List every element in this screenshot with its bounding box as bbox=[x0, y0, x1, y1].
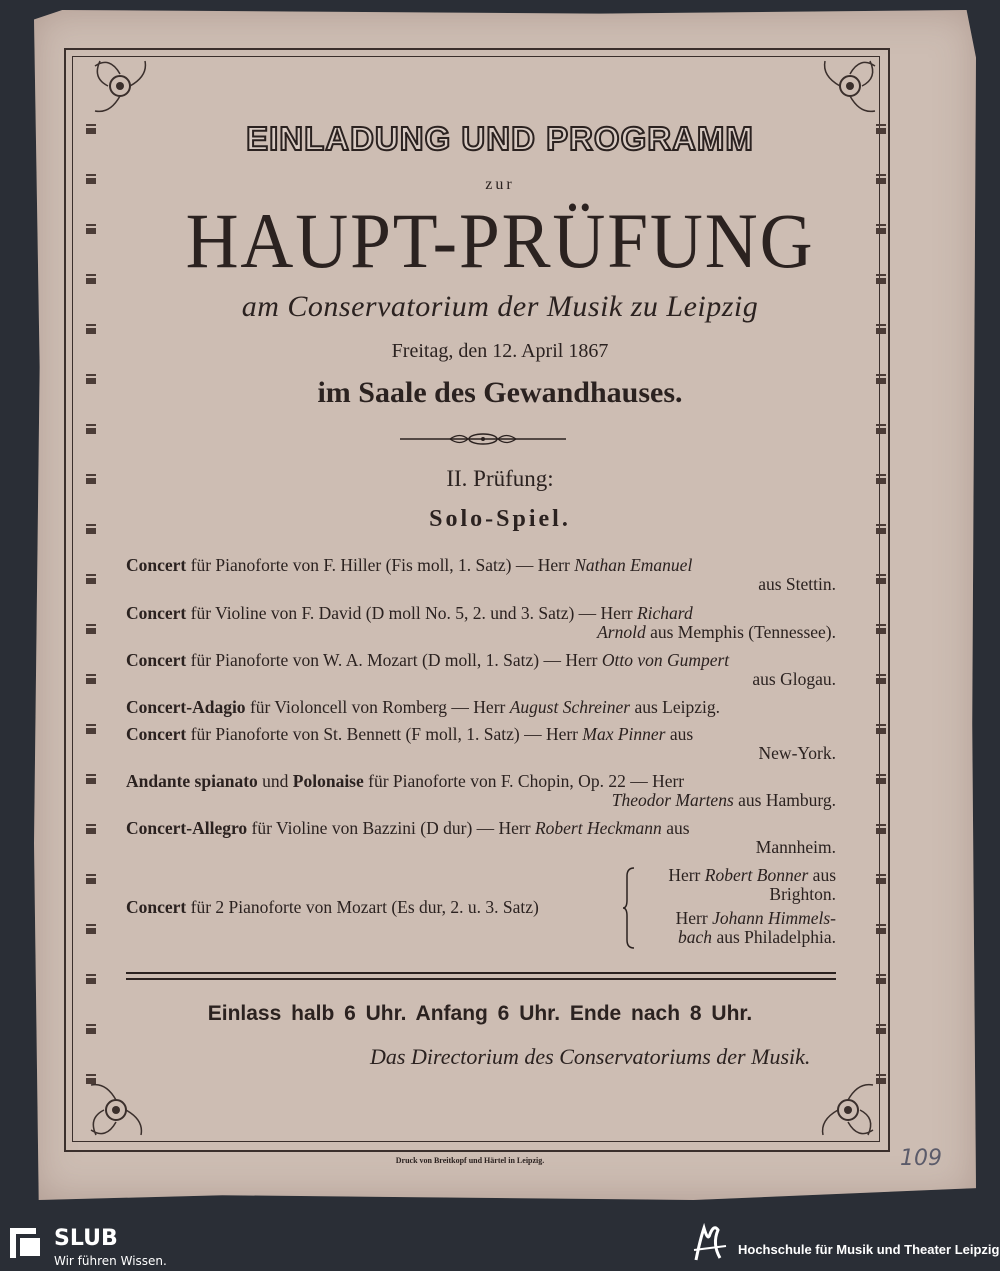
program-work: Concert bbox=[126, 897, 187, 917]
program-work: Concert-Allegro bbox=[126, 818, 248, 838]
program-details: für Pianoforte von F. Hiller (Fis moll, 1. Satz) — Herr bbox=[190, 555, 570, 575]
program-item bbox=[126, 604, 836, 642]
footer-bar bbox=[0, 1214, 1000, 1271]
program-work: Polonaise bbox=[292, 771, 364, 791]
program-work: Andante spianato bbox=[126, 771, 258, 791]
program-performer: Nathan Emanuel bbox=[574, 555, 693, 575]
program-performer: Robert Bonner bbox=[704, 865, 809, 885]
program-details: für Violine von Bazzini (D dur) — Herr bbox=[251, 818, 531, 838]
program-origin: aus Leipzig. bbox=[634, 697, 721, 717]
program-item bbox=[126, 866, 836, 956]
program-performer: Robert Heckmann bbox=[534, 818, 662, 838]
divider-ornament-icon bbox=[400, 432, 566, 446]
exam-heading: II. Prüfung: bbox=[446, 466, 554, 491]
program-performer: Theodor Martens bbox=[611, 790, 734, 810]
hmt-name[interactable]: Hochschule für Musik und Theater Leipzig bbox=[738, 1242, 1000, 1257]
program-origin: aus Stettin. bbox=[758, 574, 836, 594]
program-performer: Arnold bbox=[597, 622, 646, 642]
program-origin: Mannheim. bbox=[755, 837, 836, 857]
program-item bbox=[126, 651, 836, 689]
program-performer: Max Pinner bbox=[582, 724, 666, 744]
program-origin: aus bbox=[669, 724, 694, 744]
slub-tagline: Wir führen Wissen. bbox=[54, 1254, 167, 1268]
section-heading: Solo-Spiel. bbox=[429, 506, 571, 532]
program-item bbox=[126, 556, 836, 594]
program-origin: aus bbox=[812, 865, 836, 885]
program-performer: bach bbox=[678, 927, 713, 947]
program-work: Concert bbox=[126, 603, 187, 623]
venue-line: im Saale des Gewandhauses. bbox=[317, 376, 683, 409]
program-performer: Richard bbox=[636, 603, 693, 623]
program-performer: Johann Himmels- bbox=[712, 908, 836, 928]
program-performer: Otto von Gumpert bbox=[601, 650, 730, 670]
program-origin: New-York. bbox=[758, 743, 836, 763]
conservatory-line: am Conservatorium der Musik zu Leipzig bbox=[241, 290, 759, 323]
date-line: Freitag, den 12. April 1867 bbox=[391, 340, 609, 362]
program-origin: aus Philadelphia. bbox=[716, 927, 836, 947]
program-details: für Violine von F. David (D moll No. 5, 2. und 3. Satz) — Herr bbox=[190, 603, 633, 623]
program-origin: Brighton. bbox=[769, 884, 836, 904]
program-origin: aus Hamburg. bbox=[738, 790, 836, 810]
program-item bbox=[126, 698, 836, 717]
program-item bbox=[126, 819, 836, 857]
program-origin: aus Glogau. bbox=[752, 669, 836, 689]
double-rule-top bbox=[126, 972, 836, 974]
program-item bbox=[126, 772, 836, 810]
program-work: Concert-Adagio bbox=[126, 697, 246, 717]
program-details: für Pianoforte von F. Chopin, Op. 22 — Herr bbox=[368, 771, 685, 791]
program-details: für 2 Pianoforte von Mozart (Es dur, 2. u. 3. Satz) bbox=[190, 897, 539, 917]
program-origin: aus bbox=[666, 818, 690, 838]
signature-line: Das Directorium des Conservatoriums der Musik. bbox=[370, 1044, 811, 1069]
program-details: für Pianoforte von W. A. Mozart (D moll, 1. Satz) — Herr bbox=[190, 650, 598, 670]
program-performer: August Schreiner bbox=[509, 697, 631, 717]
program-item bbox=[126, 725, 836, 763]
program-details: für Pianoforte von St. Bennett (F moll, 1. Satz) — Herr bbox=[190, 724, 579, 744]
program-details: und bbox=[262, 771, 289, 791]
slub-name[interactable]: SLUB bbox=[54, 1226, 118, 1251]
program-details: Herr bbox=[675, 908, 708, 928]
program-origin: aus Memphis (Tennessee). bbox=[650, 622, 836, 642]
slub-logo-icon[interactable] bbox=[8, 1224, 46, 1262]
heading-invitation: EINLADUNG UND PROGRAMM bbox=[246, 120, 754, 157]
heading-zur: zur bbox=[485, 176, 515, 193]
program-work: Concert bbox=[126, 724, 187, 744]
program-details: Herr bbox=[668, 865, 701, 885]
program-work: Concert bbox=[126, 650, 187, 670]
main-title: HAUPT-PRÜFUNG bbox=[185, 197, 815, 284]
brace-icon bbox=[622, 866, 636, 950]
timing-line: Einlass halb 6 Uhr. Anfang 6 Uhr. Ende nach 8 Uhr. bbox=[207, 1002, 753, 1025]
program-work: Concert bbox=[126, 555, 187, 575]
program-details: für Violoncell von Romberg — Herr bbox=[249, 697, 506, 717]
double-rule-bottom bbox=[126, 978, 836, 980]
printer-imprint: Druck von Breitkopf und Härtel in Leipzig. bbox=[395, 1156, 545, 1165]
hmt-logo-icon[interactable] bbox=[690, 1220, 730, 1264]
archive-number: 109 bbox=[900, 1146, 942, 1171]
